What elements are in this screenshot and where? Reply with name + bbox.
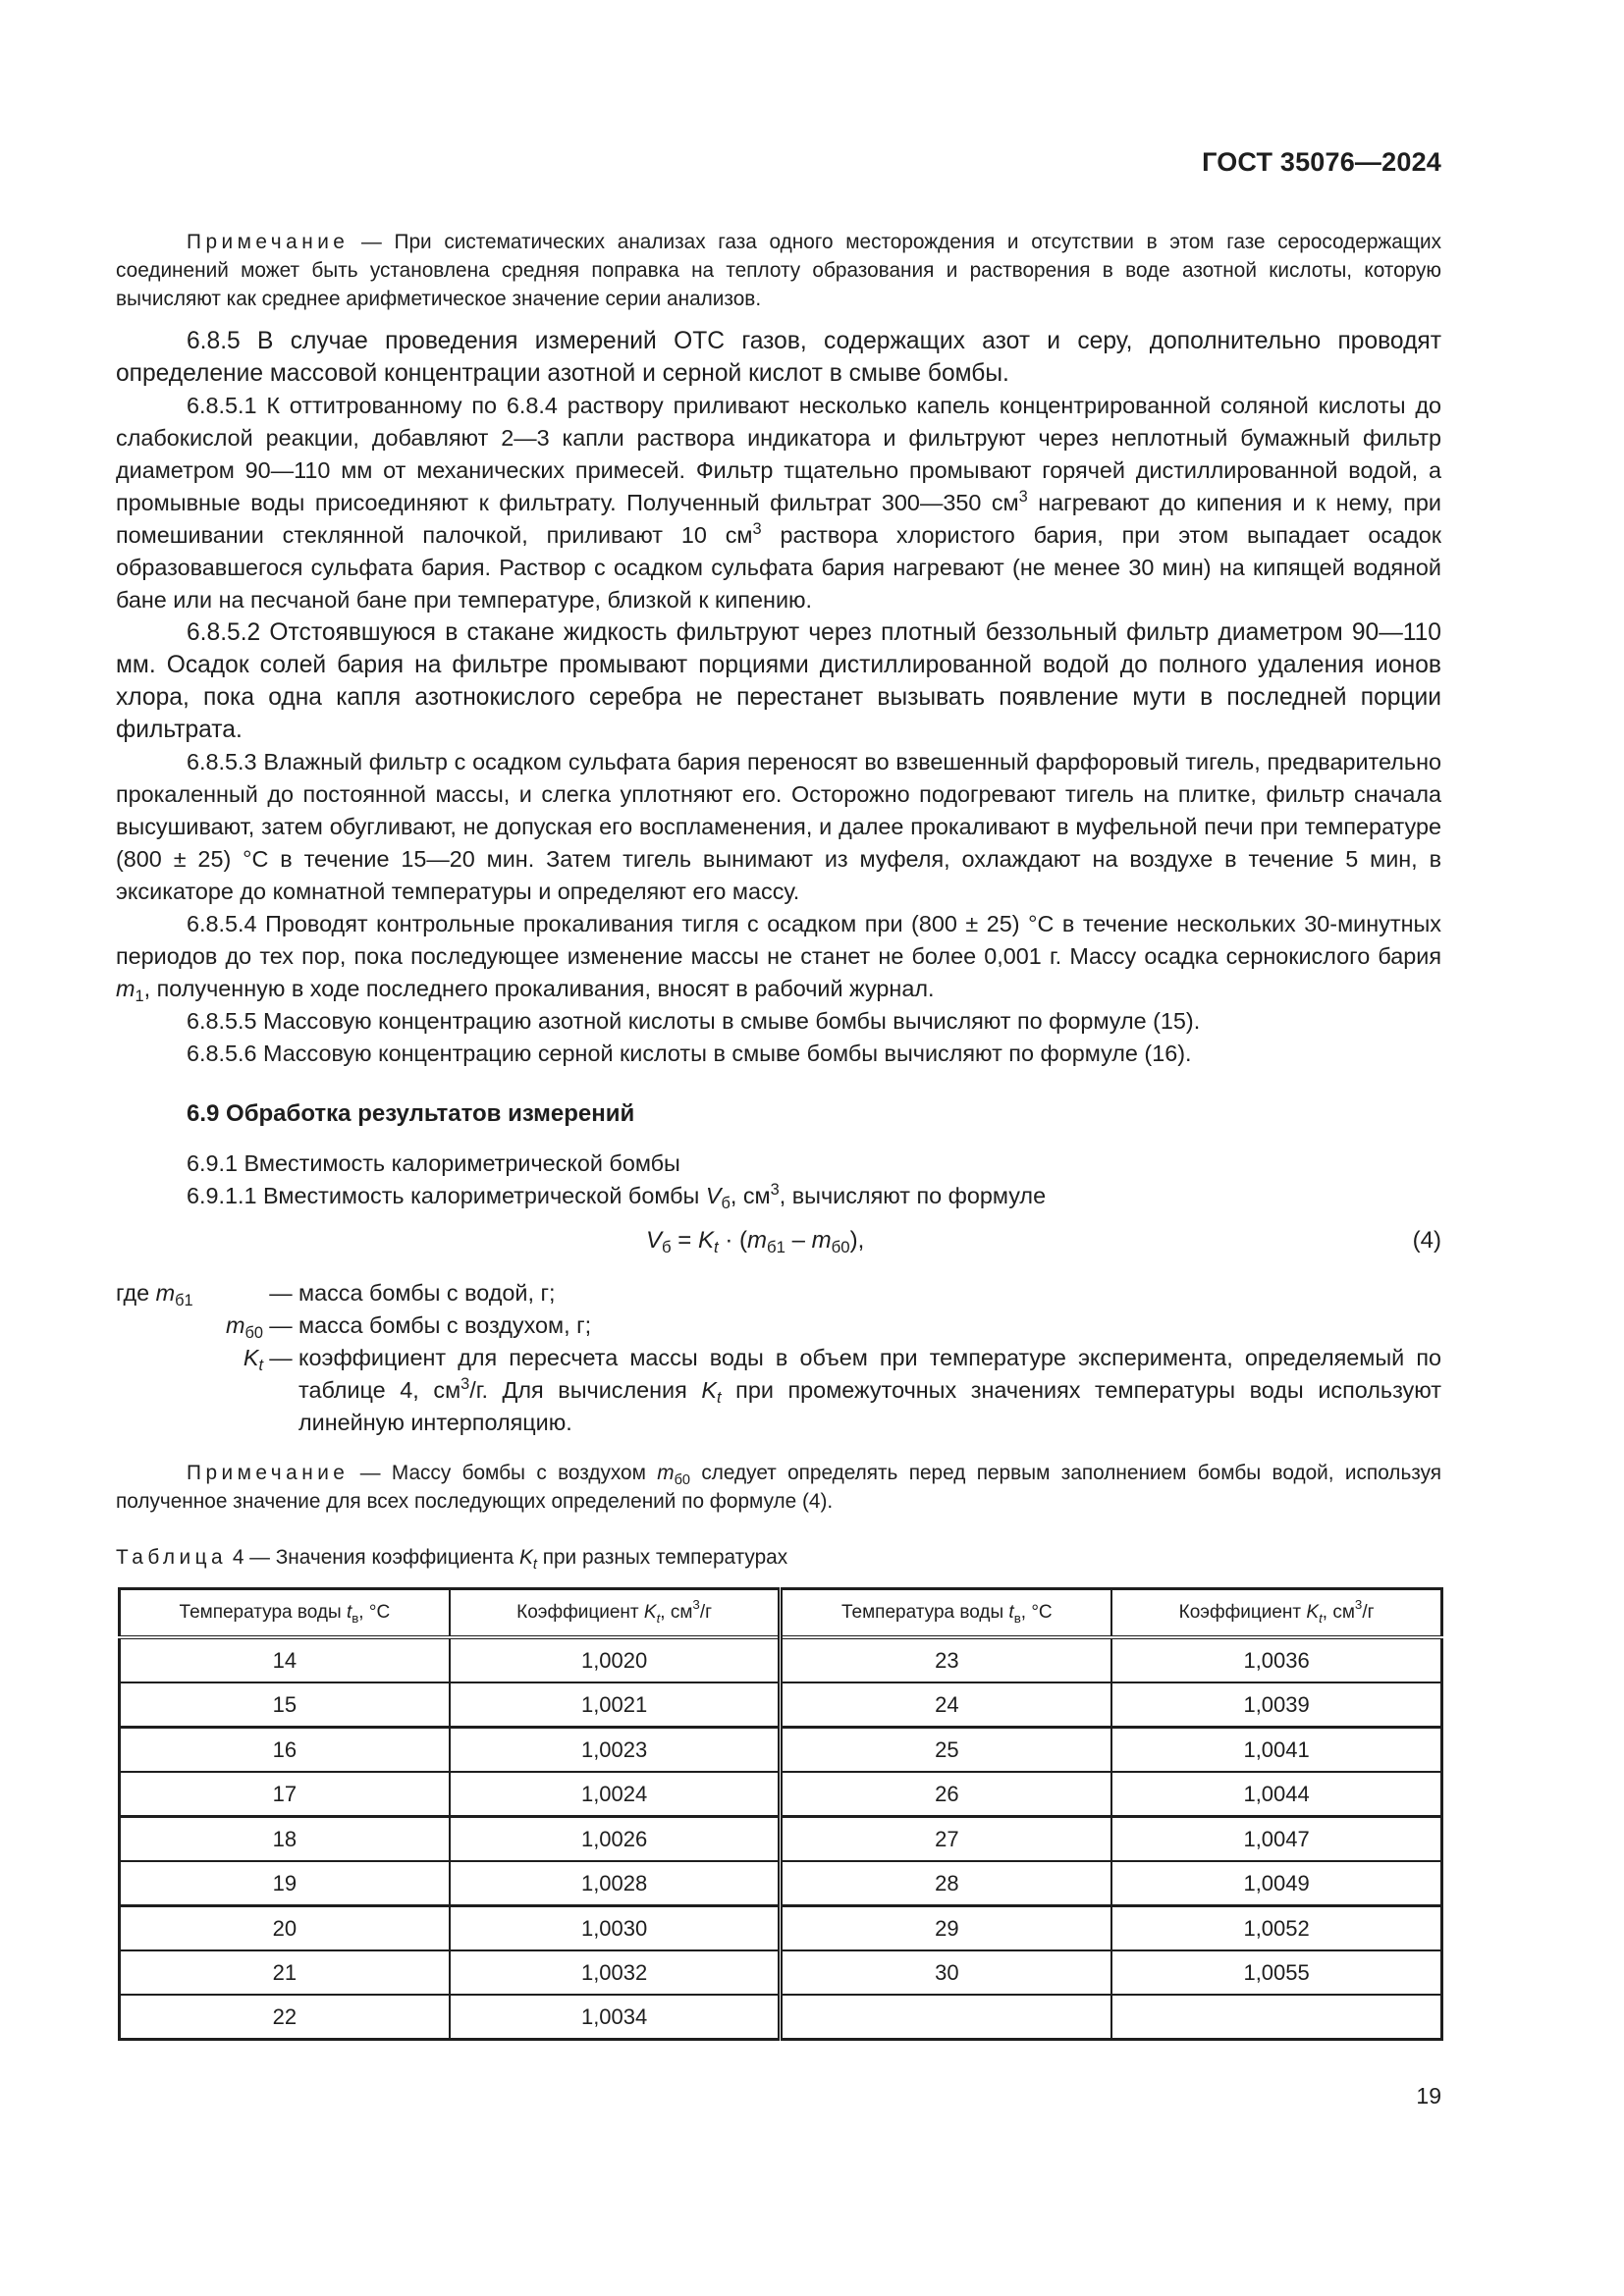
table-row: 19 1,0028 28 1,0049 bbox=[120, 1861, 1442, 1906]
header-temperature: Температура воды $t_в$, °С bbox=[120, 1589, 450, 1638]
legend-item: $K_t$ — коэффициент для пересчета массы воды в объем при температуре эксперимента, определяемый по таблице 4, $см^3/г$. Для вычисления $K_t$ при промежуточных значениях температуры воды используют линейную интерполяцию. bbox=[243, 1345, 1441, 1435]
paragraph-6-9-1-1: 6.9.1.1 Вместимость калориметрической бомбы $V_б$, $см^3$, вычисляют по формуле bbox=[187, 1181, 1047, 1212]
note-label: Примечание bbox=[187, 1462, 350, 1484]
table-row: 16 1,0023 25 1,0041 bbox=[120, 1728, 1442, 1773]
table-row: 15 1,0021 24 1,0039 bbox=[120, 1682, 1442, 1728]
table-row: 18 1,0026 27 1,0047 bbox=[120, 1817, 1442, 1862]
formula-expression: $V_б = K_t \cdot (m_{б1} - m_{б0})$, bbox=[646, 1227, 865, 1256]
legend-item: где $m_{б1}$ — масса бомбы с водой, г; bbox=[116, 1280, 556, 1309]
kt-coefficient-table bbox=[118, 1587, 1443, 2041]
paragraph-6-8-5-1: 6.8.5.1 К оттитрованному по 6.8.4 раствору приливают несколько капель концентрированной соляной кислоты до слабокислой реакции, добавляют 2—3 капли раствора индикатора и фильтруют через неплотный бумажный фильтр диаметром 90—110 мм от механических примесей. Фильтр тщательно промывают горячей дистиллированной водой, а промывные воды присоединяют к фильтрату. Полученный фильтрат 300—350 $см^3$ нагревают до кипения и к нему, при помешивании стеклянной палочкой, приливают 10 $см^3$ раствора хлористого бария, при этом выпадает осадок образовавшегося сульфата бария. Раствор с осадком сульфата бария нагревают (не менее 30 мин) на кипящей водяной бане или на песчаной бане при температуре, близкой к кипению. bbox=[116, 393, 1442, 613]
paragraph-6-8-5-2: 6.8.5.2 Отстоявшуюся в стакане жидкость фильтруют через плотный беззольный фильтр диаметром 90—110 мм. Осадок солей бария на фильтре промывают порциями дистиллированной водой до полного удаления ионов хлора, пока одна капля азотнокислого серебра не перестанет вызывать появление мути в последней порции фильтрата. bbox=[116, 619, 1441, 743]
table-header-row bbox=[120, 1589, 1442, 1638]
header-coefficient: Коэффициент $K_t$, $см^3/г$ bbox=[450, 1589, 781, 1638]
paragraph-6-8-5-4: 6.8.5.4 Проводят контрольные прокаливания тигля с осадком при (800 ± 25) °С в течение нескольких 30-минутных периодов до тех пор, пока последующее изменение массы не станет не более 0,001 г. Массу осадка сернокислого бария $m_1$, полученную в ходе последнего прокаливания, вносят в рабочий журнал. bbox=[116, 911, 1441, 1005]
page-number: 19 bbox=[1416, 2083, 1441, 2109]
paragraph-6-8-5: 6.8.5 В случае проведения измерений ОТС газов, содержащих азот и серу, дополнительно проводят определение массовой концентрации азотной и серной кислот в смыве бомбы. bbox=[116, 328, 1441, 387]
header-coefficient: Коэффициент $K_t$, $см^3/г$ bbox=[1111, 1589, 1441, 1638]
table-caption: Таблица 4 — Значения коэффициента $K_t$ при разных температурах bbox=[116, 1546, 788, 1573]
table-row: 21 1,0032 30 1,0055 bbox=[120, 1950, 1442, 1995]
formula-legend bbox=[116, 1277, 1441, 1439]
page-content bbox=[116, 228, 1441, 1574]
table-row: 20 1,0030 29 1,0052 bbox=[120, 1906, 1442, 1951]
header-temperature: Температура воды $t_в$, °С bbox=[781, 1589, 1111, 1638]
note-label: Примечание bbox=[187, 231, 350, 253]
table-row: 22 1,0034 bbox=[120, 1995, 1442, 2040]
table-row: 14 1,0020 23 1,0036 bbox=[120, 1637, 1442, 1682]
paragraph-6-8-5-6: 6.8.5.6 Массовую концентрацию серной кислоты в смыве бомбы вычисляют по формуле (16). bbox=[187, 1041, 1192, 1066]
table-row: 17 1,0024 26 1,0044 bbox=[120, 1772, 1442, 1817]
note-gas-analysis bbox=[116, 228, 1441, 313]
paragraph-6-8-5-5: 6.8.5.5 Массовую концентрацию азотной кислоты в смыве бомбы вычисляют по формуле (15). bbox=[187, 1008, 1201, 1034]
note-text: — При систематических анализах газа одного месторождения и отсутствии в этом газе серосодержащих соединений может быть установлена средняя поправка на теплоту образования и растворения в воде азотной кислоты, которую вычисляют как среднее арифметическое значение серии анализов. bbox=[116, 231, 1441, 310]
paragraph-6-9-1: 6.9.1 Вместимость калориметрической бомбы bbox=[187, 1150, 680, 1176]
formula-number: (4) bbox=[1412, 1227, 1441, 1254]
paragraph-6-8-5-3: 6.8.5.3 Влажный фильтр с осадком сульфата бария переносят во взвешенный фарфоровый тигель, предварительно прокаленный до постоянной массы, и слегка уплотняют его. Осторожно подогревают тигель на плитке, фильтр сначала высушивают, затем обугливают, не допуская его воспламенения, и далее прокаливают в муфельной печи при температуре (800 ± 25) °С в течение 15—20 мин. Затем тигель вынимают из муфеля, охлаждают на воздухе в течение 5 мин, в эксикаторе до комнатной температуры и определяют его массу. bbox=[116, 749, 1441, 904]
section-heading: 6.9 Обработка результатов измерений bbox=[187, 1100, 635, 1127]
formula-4 bbox=[116, 1218, 1441, 1267]
legend-item: $m_{б0}$ — масса бомбы с воздухом, г; bbox=[226, 1312, 592, 1342]
note-bomb-air-mass: Примечание — Массу бомбы с воздухом $m_{б0}$ следует определять перед первым заполнением бомбы водой, используя полученное значение для всех последующих определений по формуле (4). bbox=[116, 1462, 1442, 1513]
standard-code: ГОСТ 35076—2024 bbox=[1202, 147, 1441, 177]
